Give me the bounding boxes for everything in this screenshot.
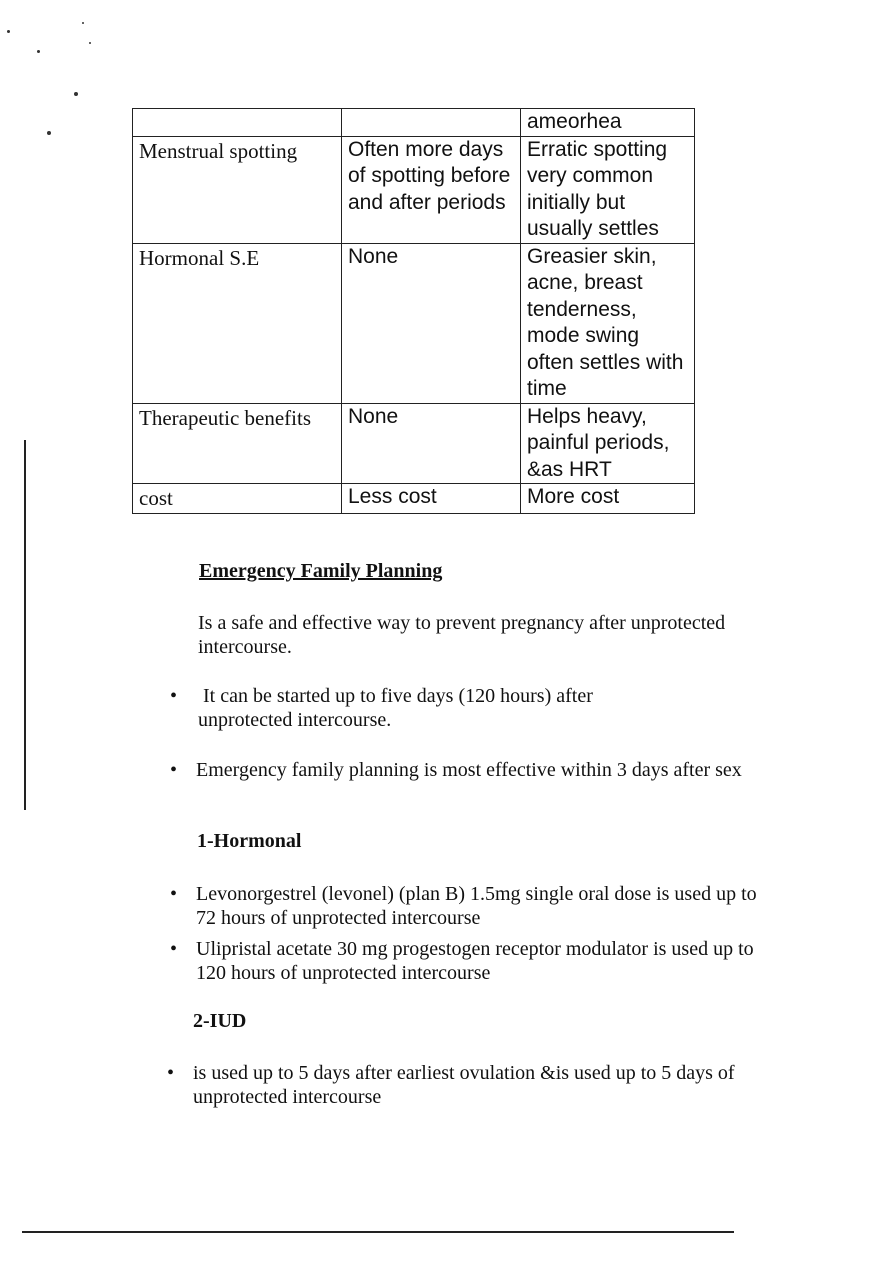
table-cell: Erratic spotting very common initially but usually settles <box>521 136 695 243</box>
table-cell: ameorhea <box>521 109 695 137</box>
scan-speck <box>37 50 40 53</box>
bullet-icon: • <box>170 759 178 781</box>
table-cell: Greasier skin, acne, breast tenderness, mode swing often settles with time <box>521 243 695 403</box>
list-item: Ulipristal acetate 30 mg progestogen receptor modulator is used up to 120 hours of unprotected intercourse <box>196 938 754 984</box>
table-row-label: Menstrual spotting <box>133 136 342 243</box>
list-item: is used up to 5 days after earliest ovulation &is used up to 5 days of unprotected intercourse <box>193 1062 735 1108</box>
table-row <box>133 403 695 484</box>
bullet-icon: • <box>167 1062 175 1084</box>
table-row-label: Hormonal S.E <box>133 243 342 403</box>
footer-rule <box>22 1231 734 1233</box>
scan-edge-line <box>24 440 26 810</box>
table-row <box>133 484 695 514</box>
list-item: Levonorgestrel (levonel) (plan B) 1.5mg single oral dose is used up to 72 hours of unprotected intercourse <box>196 883 757 929</box>
table-row <box>133 136 695 243</box>
table-cell: Helps heavy, painful periods, &as HRT <box>521 403 695 484</box>
bullet-icon: • <box>170 685 178 707</box>
table-cell: More cost <box>521 484 695 514</box>
intro-paragraph: Is a safe and effective way to prevent pregnancy after unprotected intercourse. <box>198 612 726 658</box>
table-cell: Less cost <box>342 484 521 514</box>
subsection-heading: 1-Hormonal <box>197 830 302 852</box>
table-cell: Often more days of spotting before and after periods <box>342 136 521 243</box>
scan-speck <box>82 22 84 24</box>
section-title: Emergency Family Planning <box>199 560 443 582</box>
table-row <box>133 243 695 403</box>
subsection-heading: 2-IUD <box>193 1010 247 1032</box>
table-cell: None <box>342 403 521 484</box>
list-item: Emergency family planning is most effective within 3 days after sex <box>196 759 742 781</box>
table-row <box>133 109 695 137</box>
table-row-label: Therapeutic benefits <box>133 403 342 484</box>
table-cell: None <box>342 243 521 403</box>
table-row-label: cost <box>133 484 342 514</box>
comparison-table <box>132 108 695 514</box>
scan-speck <box>89 42 91 44</box>
table-cell <box>133 109 342 137</box>
scan-speck <box>74 92 78 96</box>
list-item: It can be started up to five days (120 hours) after unprotected intercourse. <box>198 685 593 731</box>
table-cell <box>342 109 521 137</box>
scan-speck <box>7 30 10 33</box>
scan-speck <box>47 131 51 135</box>
bullet-icon: • <box>170 938 178 960</box>
bullet-icon: • <box>170 883 178 905</box>
